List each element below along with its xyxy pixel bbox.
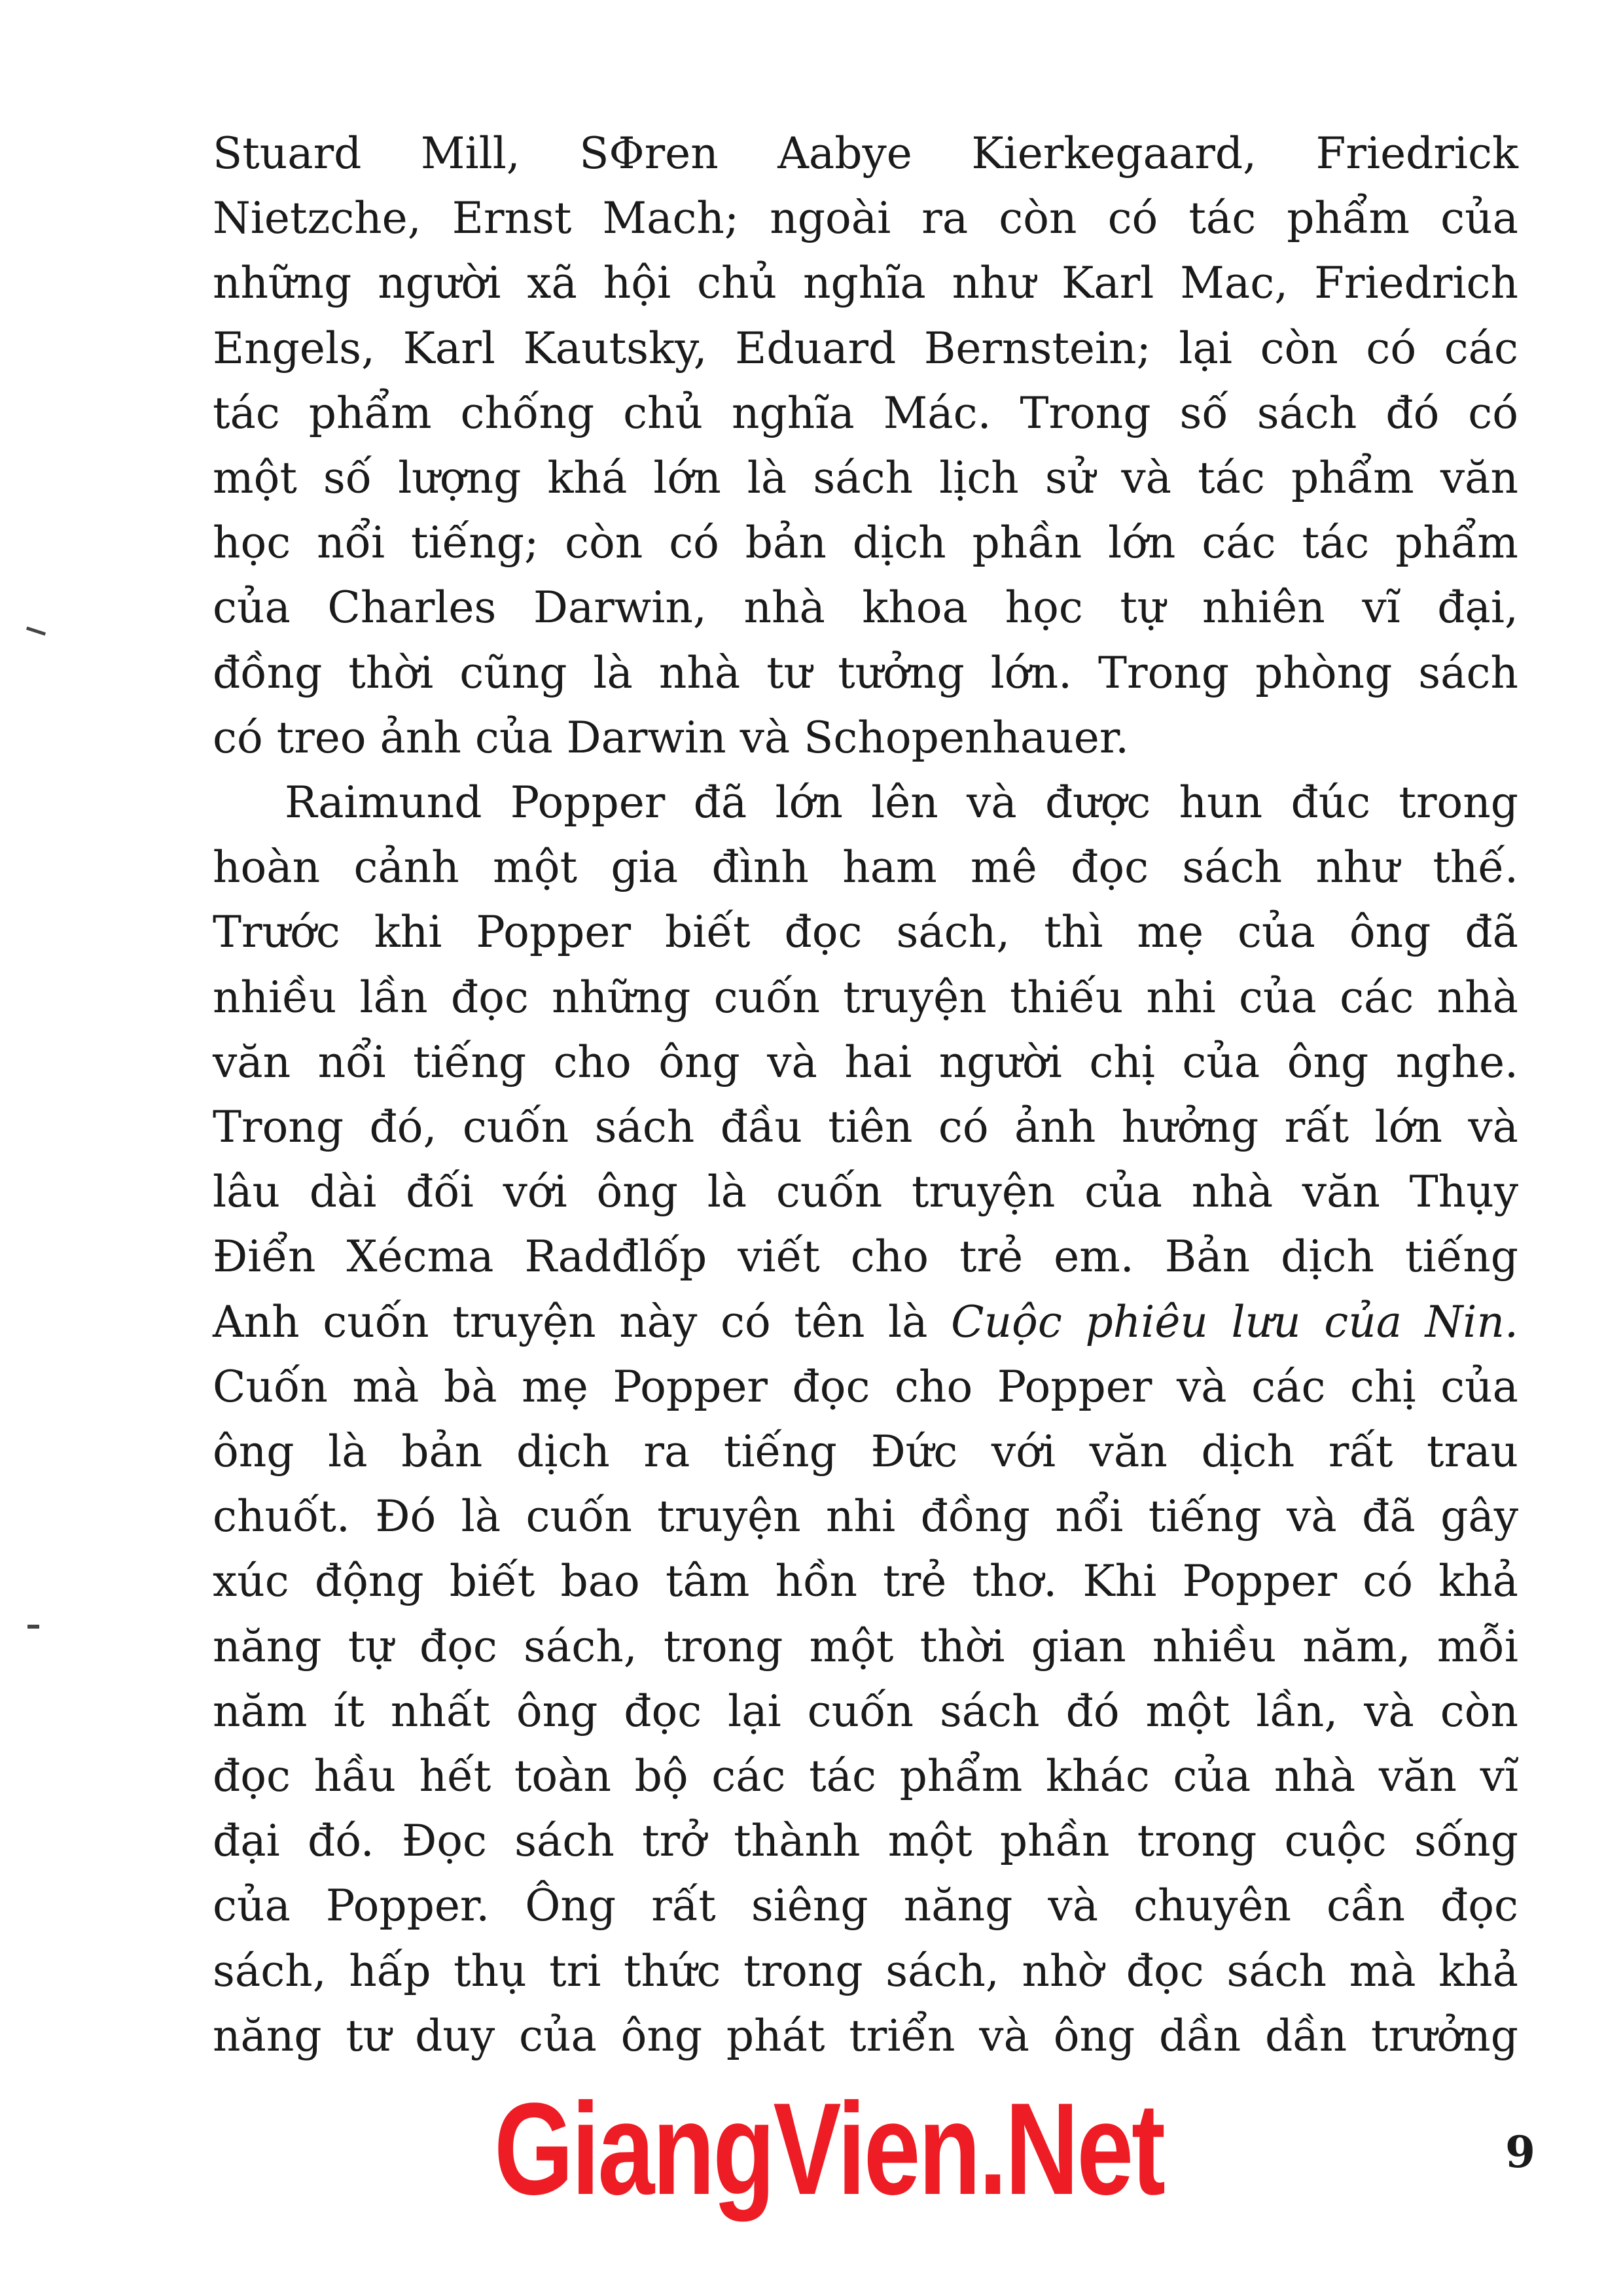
text-line: năng tư duy của ông phát triển và ông dần dần trưởng: [213, 2010, 1518, 2061]
text-line: Trong đó, cuốn sách đầu tiên có ảnh hưởng rất lớn và: [213, 1102, 1518, 1153]
text-line: văn nổi tiếng cho ông và hai người chị của ông nghe.: [213, 1036, 1518, 1087]
text-line: Engels, Karl Kautsky, Eduard Bernstein; lại còn có các: [213, 323, 1518, 374]
margin-mark-top: [26, 626, 46, 635]
page-number: 9: [1505, 2127, 1535, 2178]
text-line: năng tự đọc sách, trong một thời gian nhiều năm, mỗi: [213, 1621, 1518, 1672]
text-line: học nổi tiếng; còn có bản dịch phần lớn các tác phẩm: [213, 518, 1518, 569]
text-line: tác phẩm chống chủ nghĩa Mác. Trong số sách đó có: [213, 387, 1518, 438]
text-line: Nietzche, Ernst Mach; ngoài ra còn có tác phẩm của: [213, 193, 1518, 244]
text-line-with-title: [213, 1290, 1518, 1354]
text-fragment: Anh cuốn truyện này có tên là: [213, 1296, 928, 1347]
text-line: Stuard Mill, SΦren Aabye Kierkegaard, Friedrick: [213, 128, 1518, 179]
text-line: Điển Xécma Radđlốp viết cho trẻ em. Bản dịch tiếng: [213, 1231, 1518, 1282]
text-line: hoàn cảnh một gia đình ham mê đọc sách như thế.: [213, 842, 1518, 893]
text-line: lâu dài đối với ông là cuốn truyện của nhà văn Thụy: [213, 1167, 1518, 1218]
text-line: những người xã hội chủ nghĩa như Karl Mac, Friedrich: [213, 258, 1518, 309]
text-line: đọc hầu hết toàn bộ các tác phẩm khác của nhà văn vĩ: [213, 1751, 1518, 1802]
text-line: chuốt. Đó là cuốn truyện nhi đồng nổi tiếng và đã gây: [213, 1491, 1518, 1542]
paragraph-start-line: Raimund Popper đã lớn lên và được hun đúc trong: [285, 777, 1518, 828]
watermark-logo: GiangVien.Net: [494, 2076, 1164, 2222]
text-line: nhiều lần đọc những cuốn truyện thiếu nhi của các nhà: [213, 972, 1518, 1023]
text-line: của Charles Darwin, nhà khoa học tự nhiên vĩ đại,: [213, 582, 1518, 633]
book-title: Cuộc phiêu lưu của Nin.: [951, 1296, 1519, 1347]
margin-mark-bottom: [27, 1625, 39, 1629]
page-body-text: [213, 121, 1518, 2068]
text-line: đồng thời cũng là nhà tư tưởng lớn. Trong phòng sách: [213, 647, 1518, 698]
text-line: Trước khi Popper biết đọc sách, thì mẹ của ông đã: [213, 907, 1518, 958]
text-line: năm ít nhất ông đọc lại cuốn sách đó một lần, và còn: [213, 1686, 1518, 1737]
text-line: của Popper. Ông rất siêng năng và chuyên cần đọc: [213, 1881, 1518, 1932]
text-line: một số lượng khá lớn là sách lịch sử và tác phẩm văn: [213, 453, 1518, 504]
text-line: ông là bản dịch ra tiếng Đức với văn dịch rất trau: [213, 1426, 1518, 1477]
text-line: Cuốn mà bà mẹ Popper đọc cho Popper và các chị của: [213, 1361, 1518, 1412]
text-line: sách, hấp thụ tri thức trong sách, nhờ đọc sách mà khả: [213, 1945, 1518, 1996]
text-line: xúc động biết bao tâm hồn trẻ thơ. Khi Popper có khả: [213, 1556, 1518, 1607]
text-line: có treo ảnh của Darwin và Schopenhauer.: [213, 712, 1130, 763]
text-line: đại đó. Đọc sách trở thành một phần trong cuộc sống: [213, 1816, 1518, 1867]
